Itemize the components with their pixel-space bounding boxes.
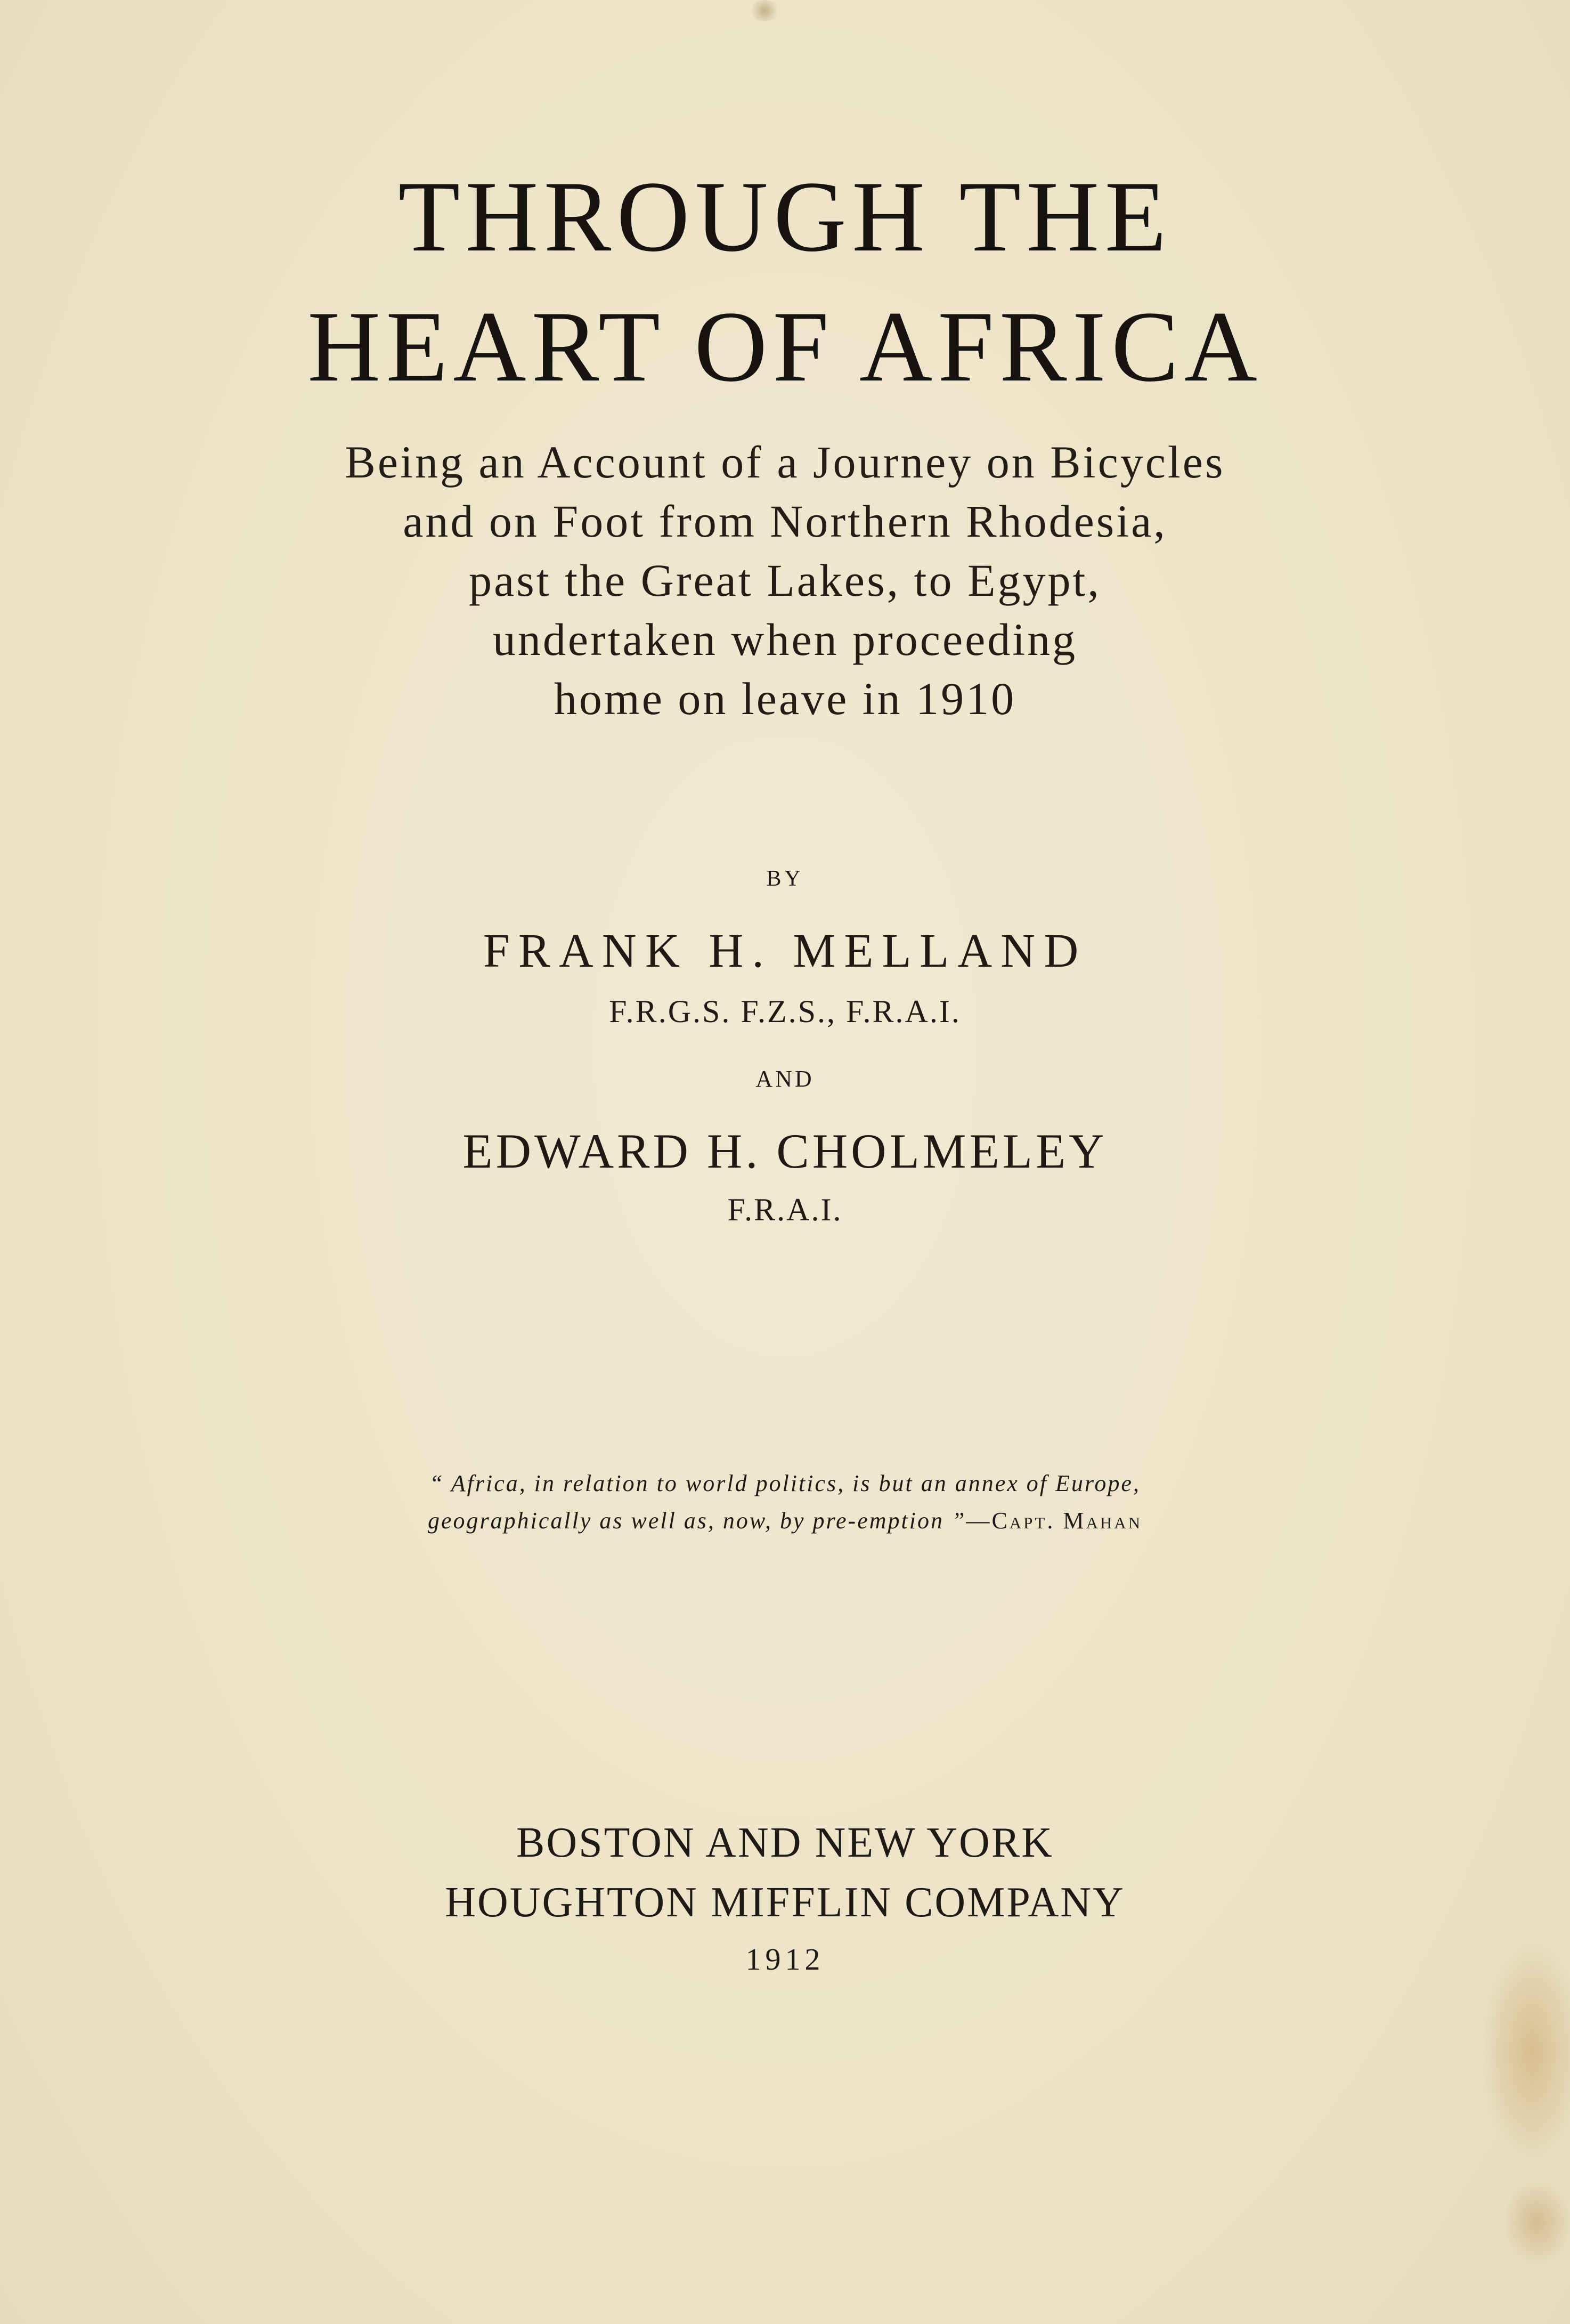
author-2-credentials: F.R.A.I. bbox=[727, 1192, 843, 1227]
paper-stain-right-lower bbox=[1502, 2180, 1570, 2265]
author-1-name: FRANK H. MELLAND bbox=[483, 925, 1087, 977]
subtitle-line-3: past the Great Lakes, to Egypt, bbox=[469, 555, 1101, 606]
by-label: BY bbox=[766, 867, 804, 891]
and-label: AND bbox=[755, 1066, 815, 1092]
epigraph-text: geographically as well as, now, by pre-emption ” bbox=[427, 1508, 966, 1534]
subtitle-line-1: Being an Account of a Journey on Bicycles bbox=[345, 436, 1225, 488]
author-1-credentials: F.R.G.S. F.Z.S., F.R.A.I. bbox=[609, 994, 961, 1029]
publisher-place: BOSTON AND NEW YORK bbox=[516, 1819, 1054, 1866]
subtitle-line-2: and on Foot from Northern Rhodesia, bbox=[403, 496, 1167, 547]
epigraph-attribution: —Capt. Mahan bbox=[966, 1508, 1143, 1534]
publisher-name: HOUGHTON MIFFLIN COMPANY bbox=[445, 1879, 1125, 1926]
book-title-line-2: HEART OF AFRICA bbox=[307, 291, 1263, 403]
epigraph-line-2 bbox=[0, 1509, 1570, 1533]
subtitle-line-4: undertaken when proceeding bbox=[492, 614, 1078, 665]
author-2-name: EDWARD H. CHOLMELEY bbox=[462, 1124, 1108, 1178]
book-title-line-1: THROUGH THE bbox=[398, 161, 1172, 273]
subtitle-line-5: home on leave in 1910 bbox=[554, 673, 1016, 724]
epigraph-line-1: “ Africa, in relation to world politics, is but an annex of Europe, bbox=[429, 1470, 1141, 1496]
paper-stain-top bbox=[749, 0, 780, 21]
publication-year: 1912 bbox=[745, 1942, 825, 1977]
